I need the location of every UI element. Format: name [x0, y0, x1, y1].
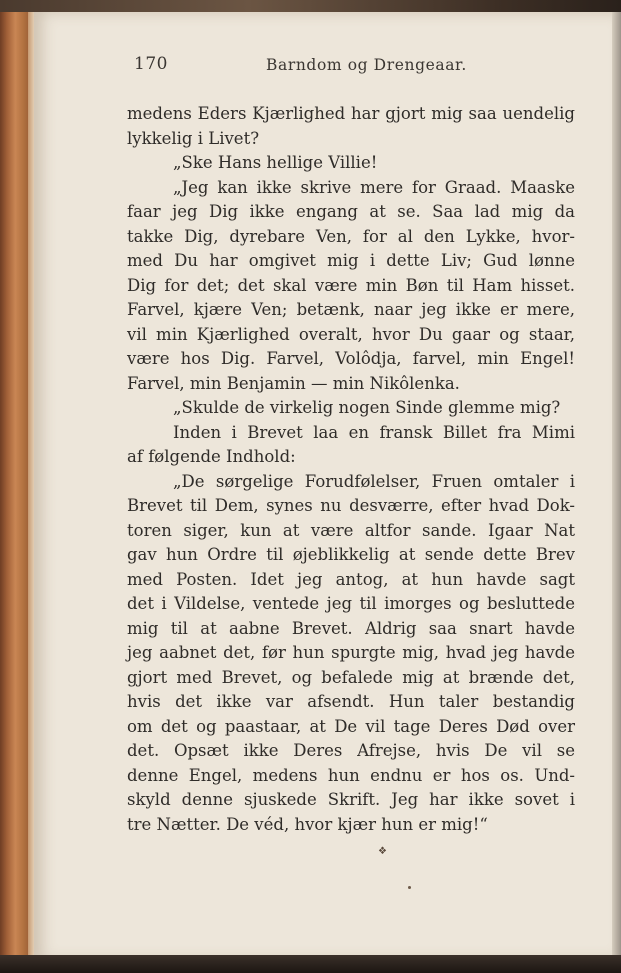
text-line: Dig for det; det skal være min Bøn til Ham hisset. [127, 275, 575, 295]
book-top-edge [0, 0, 621, 12]
text-line: „De sørgelige Forudfølelser, Fruen omtaler i [173, 471, 575, 491]
ornament-icon: ❖ [378, 846, 387, 857]
text-line: denne Engel, medens hun endnu er hos os. Und- [127, 765, 575, 785]
text-line: være hos Dig. Farvel, Volôdja, farvel, min Engel! [127, 349, 575, 368]
running-title: Barndom og Drengeaar. [266, 56, 467, 74]
book-bottom-edge [0, 955, 621, 973]
ink-speck [408, 886, 411, 889]
text-line: skyld denne sjuskede Skrift. Jeg har ikke sovet i [127, 790, 575, 809]
page-right-edge [612, 12, 621, 960]
text-line: jeg aabnet det, før hun spurgte mig, hvad jeg havde [127, 643, 575, 662]
text-line: medens Eders Kjærlighed har gjort mig saa uendelig [127, 104, 575, 123]
text-line: „Jeg kan ikke skrive mere for Graad. Maaske [173, 177, 575, 197]
body-text [127, 102, 575, 837]
text-line: med Du har omgivet mig i dette Liv; Gud lønne [127, 251, 575, 270]
text-line: gjort med Brevet, og befalede mig at brænde det, [127, 667, 575, 687]
text-line: takke Dig, dyrebare Ven, for al den Lykke, hvor- [127, 226, 575, 246]
page-number: 170 [134, 54, 168, 74]
text-line: Brevet til Dem, synes nu desværre, efter hvad Dok- [127, 496, 575, 515]
text-line: „Skulde de virkelig nogen Sinde glemme mig? [173, 398, 561, 417]
text-line: vil min Kjærlighed overalt, hvor Du gaar og staar, [127, 324, 575, 344]
text-line: lykkelig i Livet? [127, 128, 260, 148]
text-line: Farvel, min Benjamin — min Nikôlenka. [127, 373, 460, 393]
book-binding [0, 12, 34, 962]
text-line: toren siger, kun at være altfor sande. Igaar Nat [127, 520, 575, 540]
text-line: faar jeg Dig ikke engang at se. Saa lad mig da [127, 202, 575, 221]
text-line: Farvel, kjære Ven; betænk, naar jeg ikke er mere, [127, 300, 575, 319]
text-line: „Ske Hans hellige Villie! [173, 153, 378, 172]
text-line: om det og paastaar, at De vil tage Deres Død over [127, 716, 575, 736]
text-line: tre Nætter. De véd, hvor kjær hun er mig!“ [127, 814, 488, 834]
text-line: mig til at aabne Brevet. Aldrig saa snart havde [127, 618, 575, 638]
text-line: det i Vildelse, ventede jeg til imorges og besluttede [127, 594, 575, 613]
text-line: det. Opsæt ikke Deres Afrejse, hvis De vil se [127, 741, 575, 760]
text-line: af følgende Indhold: [127, 447, 296, 466]
text-line: hvis det ikke var afsendt. Hun taler bestandig [127, 692, 575, 711]
running-head [134, 54, 554, 84]
text-line: Inden i Brevet laa en fransk Billet fra Mimi [173, 422, 575, 442]
text-line: gav hun Ordre til øjeblikkelig at sende dette Brev [127, 545, 575, 564]
text-line: med Posten. Idet jeg antog, at hun havde sagt [127, 569, 575, 589]
